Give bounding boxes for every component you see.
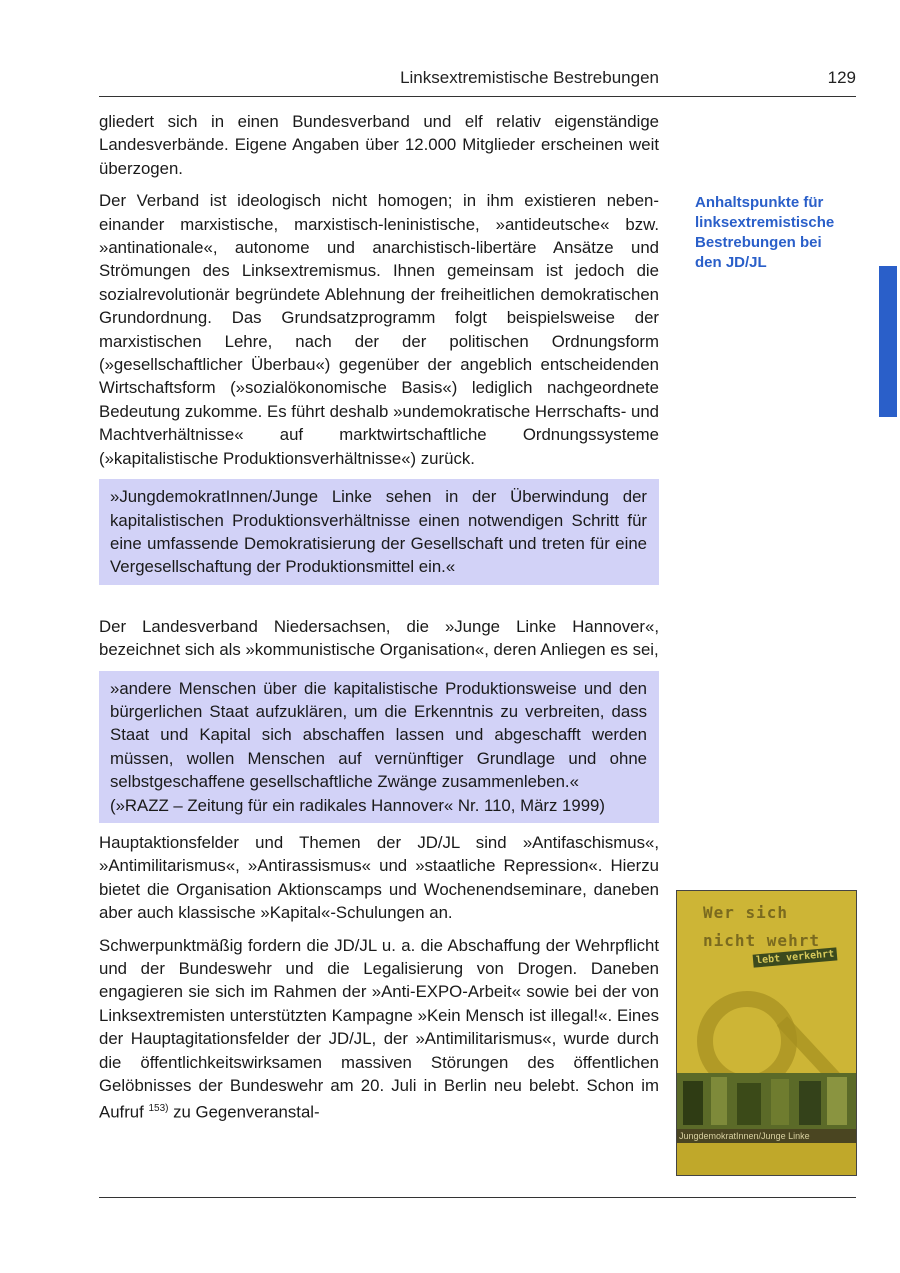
paragraph: gliedert sich in einen Bundesverband und elf relativ eigenständige Landesverbände. Eigene Angaben über 12.000 Mitglieder erscheinen weit überzogen.: [99, 112, 659, 178]
footnote-ref[interactable]: 153): [148, 1103, 169, 1115]
margin-note: [695, 193, 860, 273]
poster-slogan-line: Wer sich: [703, 903, 789, 922]
spacer: [99, 593, 659, 615]
paragraph: Hauptaktionsfelder und Themen der JD/JL sind »Antifaschismus«, »Antimilitarismus«, »Antirassismus« und »staatliche Repression«. Hierzu bietet die Organisation Aktionscamps und Wochenendseminare, daneben aber auch klassische »Kapital«-Schulungen an.: [99, 832, 659, 923]
quote-box: [99, 671, 659, 823]
poster-slogan-label: lebt verkehrt: [753, 947, 838, 967]
running-header: [99, 66, 856, 97]
paragraph: [99, 934, 659, 1125]
quote-text: »andere Menschen über die kapitalistische Produktionsweise und den bürgerlichen Staat aufzuklären, um die Erkenntnis zu verbreiten, dass Staat und Kapital sich abschaffen lassen und abgeschafft werden müssen, wollen Menschen auf vernünftiger Grundlage und ohne selbstgeschaffene gesellschaftliche Zwänge zusammenleben.«: [110, 678, 647, 792]
poster-slogan-line: nicht wehrt: [703, 931, 820, 950]
quote-text: »JungdemokratInnen/Junge Linke sehen in der Überwindung der kapitalistischen Produktionsverhältnisse einen notwendigen Schritt für eine umfassende Demokratisierung der Gesellschaft und treten für eine Vergesellschaftung der Produktionsmittel ein.«: [110, 487, 647, 577]
quote-box: [99, 479, 659, 585]
page-number: 129: [827, 68, 856, 87]
main-text-column: [99, 110, 659, 1133]
quote-source: (»RAZZ – Zeitung für ein radikales Hannover« Nr. 110, März 1999): [110, 795, 605, 815]
margin-note-line: Bestrebungen bei: [695, 234, 822, 251]
chapter-tab-marker: [879, 266, 897, 417]
header-title: Linksextremistische Bestrebungen: [400, 68, 659, 87]
paragraph-text: Schwerpunktmäßig fordern die JD/JL u. a. die Abschaffung der Wehrpflicht und der Bundeswehr und die Legalisierung von Drogen. Daneben engagieren sie sich im Rahmen der »Anti-EXPO-Arbeit« sowie bei der von Linksextremisten unterstützten Kampagne »Kein Mensch ist illegal!«. Eines der Hauptagitationsfelder der JD/JL, der »Antimilitarismus«, wurde durch die öffentlichkeitswirksamen massiven Störungen des öffentlichen Gelöbnisses der Bundeswehr am 20. Juli in Berlin neu belebt. Schon im Aufruf: [99, 935, 659, 1123]
margin-note-line: Anhaltspunkte für: [695, 194, 824, 211]
footer-rule: [99, 1197, 856, 1198]
poster-caption-strip: JungdemokratInnen/Junge Linke: [677, 1129, 857, 1143]
poster-image: [676, 890, 857, 1176]
paragraph: Der Landesverband Niedersachsen, die »Junge Linke Hannover«, bezeichnet sich als »kommunistische Organisation«, deren Anliegen es sei,: [99, 616, 659, 660]
margin-note-line: linksextremistische: [695, 214, 835, 231]
paragraph: Der Verband ist ideologisch nicht homogen; in ihm existieren nebeneinander marxistische, marxistisch-leninistische, »antideutsche« bzw. »antinationale«, autonome und anarchistisch-libertäre Ansätze und Strömungen des Linksextremismus. Ihnen gemeinsam ist jedoch die sozialrevolutionär begründete Ablehnung der freiheitlichen demokratischen Grundordnung. Das Grundsatzprogramm folgt beispielsweise der marxistischen Lehre, nach der der politischen Ordnungsform (»gesellschaftlicher Überbau«) gegenüber der angeblich entscheidenden Wirtschaftsform (»sozialökonomische Basis«) lediglich nachgeordnete Bedeutung zukomme. Es führt deshalb »undemokratische Herrschafts- und Machtverhältnisse« auf marktwirtschaftliche Ordnungssysteme (»kapitalistische Produktionsverhältnisse«) zurück.: [99, 191, 659, 468]
paragraph-text: zu Gegenveranstal-: [173, 1103, 320, 1123]
margin-note-line: den JD/JL: [695, 254, 767, 271]
